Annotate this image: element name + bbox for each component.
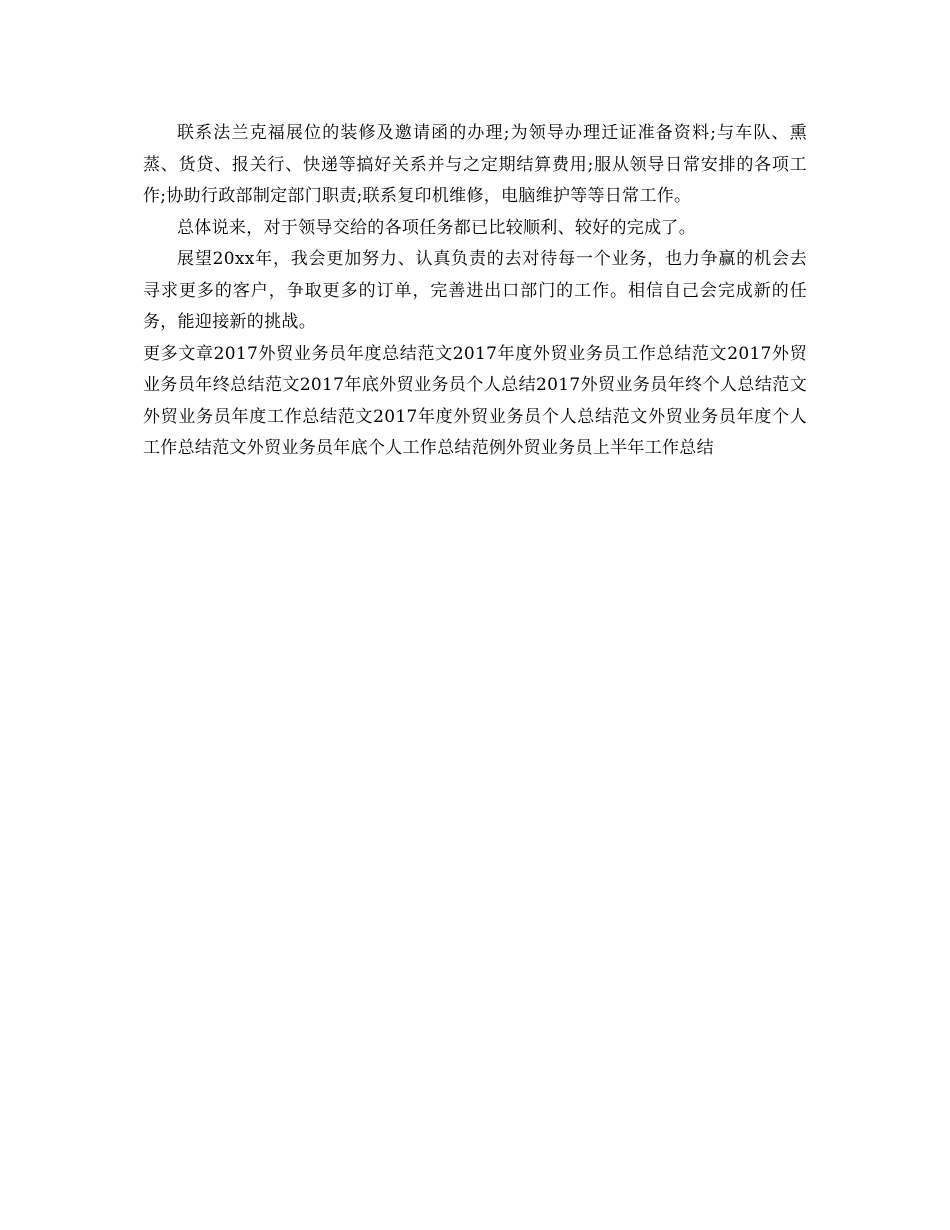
paragraph-work-duties: 联系法兰克福展位的装修及邀请函的办理;为领导办理迁证准备资料;与车队、熏蒸、货贷、报关行、快递等搞好关系并与之定期结算费用;服从领导日常安排的各项工作;协助行政部制定部门职责;联系复印机维修，电脑维护等等日常工作。 bbox=[143, 123, 807, 206]
paragraph-summary: 总体说来，对于领导交给的各项任务都已比较顺利、较好的完成了。 bbox=[177, 217, 696, 238]
more-articles-links[interactable]: 更多文章2017外贸业务员年度总结范文2017年度外贸业务员工作总结范文2017外贸业务员年终总结范文2017年底外贸业务员个人总结2017外贸业务员年终个人总结范文外贸业务员年度工作总结范文2017年度外贸业务员个人总结范文外贸业务员年度个人工作总结范文外贸业务员年底个人工作总结范例外贸业务员上半年工作总结 bbox=[143, 343, 807, 458]
paragraph-outlook: 展望20xx年，我会更加努力、认真负责的去对待每一个业务，也力争赢的机会去寻求更多的客户，争取更多的订单，完善进出口部门的工作。相信自己会完成新的任务，能迎接新的挑战。 bbox=[143, 249, 807, 332]
document-body bbox=[143, 118, 807, 465]
